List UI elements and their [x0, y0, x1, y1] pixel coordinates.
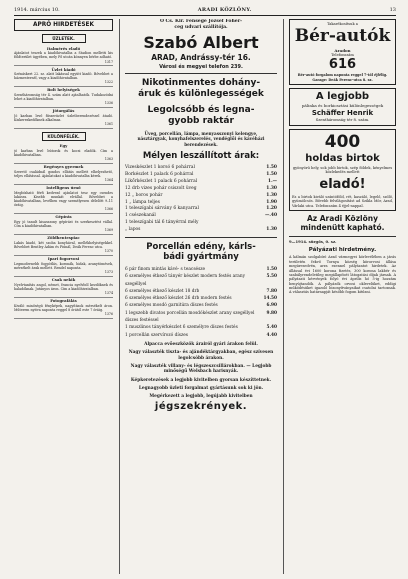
price-item: 1 teleszígabi tál 6 tányérral mély [125, 220, 199, 226]
divider [289, 236, 396, 237]
note-icebox: jégszekrények. [154, 400, 248, 412]
estate-advert [289, 129, 396, 211]
price-item: 6 pár finom mintás kávé- s teacsésze [125, 267, 206, 272]
classifieds-title: APRÓ HIRDETÉSEK [14, 19, 113, 31]
ad-body: Szentháromság tér 4. szám alatt ajánlhatók. Tudakozódni lehet a kiadóhivatalban. [14, 93, 113, 102]
page-header [14, 6, 396, 16]
price-list [125, 165, 277, 233]
price-row [125, 266, 277, 273]
classified-ad [14, 143, 113, 164]
price-row [125, 288, 277, 295]
ad-number: 1366 [104, 207, 113, 212]
price-value: 5.50 [266, 274, 277, 280]
price-item: Vizeskészlet 1 korsó 6 pohárral [125, 165, 195, 171]
ad-body: jó karban levő bútorok és kocsi eladók. Cím a kiadóhivatalban. [14, 148, 113, 158]
price-item: 1 legszebb divatos porcellán mosdókészlet arany szegéllyel díszes festéssel [125, 310, 255, 324]
price-item: 1 muszlinos tányérkészlet 6 személyre díszes festés [125, 325, 238, 331]
ad-title: Italmérés eladó [46, 45, 81, 51]
aradi-kozlony-promo-2: mindenütt kapható. [300, 223, 385, 233]
price-item: 12 „ boros pohár [125, 192, 163, 198]
ads-list-misc [14, 143, 113, 319]
price-row [125, 165, 277, 172]
rental-car-brand: Bér-autók [294, 26, 391, 47]
price-value: 5.40 [266, 325, 277, 331]
note-chandeliers: Nagy választék villany- és légszeszcsillárokban. — Legjobb minőségű Welsbach harisnyák. [130, 364, 272, 375]
classified-ad [14, 108, 113, 129]
price-row [125, 220, 277, 227]
price-row [125, 273, 277, 288]
estate-heading: holdas birtok [305, 153, 380, 165]
ad-body: Egy jó tanult kisasszony gépírást és szerkesztést vállal. Cím a kiadóhivatalban. [14, 220, 113, 229]
price-value: 1.50 [266, 267, 277, 272]
price-row [125, 227, 277, 234]
price-value: 6.90 [266, 303, 277, 309]
ad-title: Regényes gyermek [43, 164, 84, 170]
schaffer-name: Schäffer Henrik [311, 109, 374, 118]
price-row [125, 193, 277, 200]
price-row [125, 302, 277, 309]
porcelain-price-list [125, 266, 277, 339]
classified-ad [14, 66, 113, 87]
classified-ad [14, 298, 113, 319]
aradi-kozlony-promo-1: Az Aradi Közlöny [306, 214, 379, 224]
schaffer-advert [289, 88, 396, 126]
notice-reference: 9—1914. sürgős, 0. sz. [289, 238, 337, 244]
ad-title: Ipari fogorvosi [47, 256, 80, 262]
ad-body: Lakás kiadó, két szoba konyhával, mellékhelyiségekkel. Bővebbet Bentley Ádám és Fiúnál, Deák Ferenc utca. [14, 241, 113, 250]
price-item: 1 csészekanál [125, 213, 156, 219]
price-item: „ lapos [125, 226, 141, 232]
price-value: 7.80 [266, 288, 277, 294]
ad-body: Nyelvtanítás angol, német, francia nyelvből kezdőknek és haladóknak. Jutányos áron. Cím a kiadóhivatalban. [14, 282, 113, 292]
note-gifts: Nagy választék tiszta- és ajándéktárgyakban, egész szívesen legolcsóbb árakon. [128, 350, 274, 361]
ad-title: Zöldhentespiac [47, 235, 80, 241]
newspaper-page [14, 6, 396, 574]
headline-nicotine-2: áruk és különlegességek [138, 89, 264, 100]
notice-heading: Pályázati hirdetmény. [308, 246, 377, 253]
ad-title: Gépírás [55, 214, 72, 220]
price-value: 1.30 [266, 226, 277, 232]
price-item: 12 drb vizes pohár csiszolt üveg [125, 185, 197, 191]
best-heading: A legjobb [315, 90, 370, 102]
price-value: 4.40 [266, 332, 277, 338]
classified-ad [14, 235, 113, 256]
rental-car-hours: Bér-autó forgalom naponta reggel 7-től éjfélig. [297, 73, 388, 78]
price-value: 1.20 [266, 206, 277, 212]
price-value: 1.90 [266, 199, 277, 205]
supplier-line-1: Ó Cs. Kir. Fensége József Főher- [159, 19, 243, 24]
prices-title: Mélyen leszállított árak: [142, 150, 260, 161]
price-row [125, 332, 277, 339]
price-item: 1 teleszígabi sárvány 6 kanyarral [125, 206, 199, 212]
ad-number: 1376 [104, 312, 113, 317]
headline-cheapest-2: gyobb raktár [168, 115, 234, 126]
header-date: 1914. március 10. [14, 7, 60, 14]
ad-title: Csak nekik [51, 277, 76, 283]
ad-number: 1336 [104, 101, 113, 106]
note-arrived: Megérkezett a legjobb, legújabb kivitelben [149, 394, 253, 400]
price-value: 1.50 [266, 172, 277, 178]
classifieds-column [14, 19, 113, 574]
price-row [125, 295, 277, 302]
estate-for-sale: eladó! [319, 176, 366, 192]
ad-body: Legmodernebb fogpótlás, koronák, hidak, aranytömések, mérsékelt árak mellett. Rendel naponta. [14, 261, 113, 271]
ad-body: Jó karban levő fűszerüzlet üzletberendezéssel átadó. Kiskereskedőknek alkalmas. [14, 114, 113, 123]
product-description: Üveg, porcellán, lámpa, menyasszonyi kelengye, násztárgyak, konyhafelszerelés, vendéglői és kávéházi berendezések. [137, 131, 265, 147]
price-row [125, 179, 277, 186]
ad-body: Megbízható férfi kedvező ajánlatot tesz egy csendes lakásra. Kisebb munkát elvállal. Bővebbet a kiadóhivatalban, levélben vagy személyesen délelőtt 9–11 óráig. [14, 190, 113, 208]
price-value: 1.50 [266, 165, 277, 171]
price-item: 6 személyes étkező tányér készlet modern festés arany szegéllyel [125, 274, 246, 287]
price-item: Likőrkészlet 1 palack 6 pohárral [125, 179, 198, 185]
classified-ad [14, 277, 113, 298]
ad-body: Szerető családnál gondos ellátás mellett elhelyezhető, teljes ellátással. Ajánlatokat a kiadóhivatalba kérek. [14, 169, 113, 179]
ad-number: 1322 [104, 80, 113, 85]
ad-number: 1374 [104, 291, 113, 296]
classified-ad [14, 185, 113, 214]
porcelain-heading-2: bádi gyártmány [163, 252, 239, 263]
ad-number: 1361 [104, 122, 113, 127]
price-item: Borkészlet 1 palack 6 pohárral [125, 172, 194, 178]
header-page-number: 13 [389, 7, 396, 14]
classified-ad [14, 256, 113, 277]
estate-description: gyönyörű hely, sok jobb birtok, szép földek, kényelmes közlekedés mellett [292, 165, 393, 175]
headline-cheapest-1: Legolcsóbb és legna- [147, 104, 255, 115]
price-row [125, 200, 277, 207]
ad-body: Szénáskert 22. sz. alatt lakással együtt kiadó. Bővebbet a házmesternél, vagy a kiadóhivatalban. [14, 72, 113, 81]
note-traffic: Legnagyobb üzleti forgalmat gyártásunk sok ki jön. [138, 386, 264, 392]
note-alpacca: Alpacca evőeszközök árairól gyári árakon felül. [144, 341, 258, 347]
ads-list-shops [14, 45, 113, 129]
price-value: 1.30 [266, 192, 277, 198]
szabo-albert-advert [119, 19, 277, 574]
ad-title: Jótargálás [52, 108, 75, 114]
ad-body: Ajánlatot teszek a kiadóhivatalba a Stadion melletti kis földterület ügyében, mely Fő utcán könnyen bérbe adható. [14, 51, 113, 60]
price-item: 6 személyes étkező készlet 18 drb [125, 288, 200, 294]
rental-car-garage: Garage: Deák Ferenc-utca 8. sz. [312, 77, 373, 82]
supplier-line-2: ceg udvari szállítója. [174, 24, 228, 30]
rental-car-advert [289, 19, 396, 85]
price-row [125, 310, 277, 325]
estate-size: 400 [324, 131, 361, 152]
price-row [125, 172, 277, 179]
telephone-label: Telefonszám [331, 52, 354, 57]
price-value: 1.— [268, 179, 277, 185]
classified-ad [14, 214, 113, 235]
classified-ad [14, 164, 113, 185]
ad-number: 1373 [104, 270, 113, 275]
price-item: 1 „ lámpa teljes [125, 199, 160, 205]
price-item: 6 személyes mosdó garnitúra díszes festés [125, 303, 218, 309]
rental-car-city: Aradon [334, 47, 351, 53]
ad-number: 1370 [104, 249, 113, 254]
header-title: ARADI KÖZLÖNY. [197, 7, 252, 14]
telephone-number: 616 [328, 57, 357, 73]
ad-number: 1317 [104, 59, 113, 64]
ad-title: Fotografálás [50, 298, 77, 304]
classified-ad [14, 45, 113, 66]
section-heading-shops: ÜZLETEK. [42, 34, 86, 43]
classified-ad [14, 87, 113, 108]
divider [125, 73, 277, 74]
price-row [125, 324, 277, 331]
ad-number: 1363 [104, 157, 113, 162]
price-value: 1.30 [266, 185, 277, 191]
price-row [125, 186, 277, 193]
price-value: 9.80 [266, 310, 277, 316]
notice-body: A kálmán szolgabíró Arad vármegyei körlevélében a járás területén fekvő Tornya község körorvosi állása megüresedvén, arra ezennel pályázatot hirdetek. Az állással évi 1600 korona fizetés, 300 korona lakbér és szabályrendeletileg megállapított látogatási díjak járnak. A pályázati kérvények folyó évi április hó 5-ig hozzám benyújtandók. A pályázók orvosi oklevelüket, eddigi működésüket igazoló bizonyítványaikat csatolni tartoznak. A választás határnapját később fogom kitűzni. [289, 255, 396, 295]
estate-details: Ez a birtok kiváló szántóföld, rét, kaszáló, legelő, szőlő, gyümölcsös. Bővebb felvilágosítást ad Szikla Mór, Arad, Várlaki utca. Telefonszám 4 éjjel-nappal. [292, 194, 393, 208]
company-phone: Városi és megyei telefon 239. [159, 63, 243, 70]
section-heading-misc: KÜLÖNFÉLÉK. [42, 132, 86, 141]
right-column [283, 19, 396, 574]
rental-car-top: Takarékosítsuk a [327, 22, 358, 26]
ad-title: Bolt helyiségek [47, 87, 80, 93]
price-item: 6 személyes étkező készlet 26 drb modern festés [125, 296, 232, 302]
headline-nicotine-1: Nikotinmentes dohány- [141, 78, 261, 89]
company-address: ARAD, Andrássy-tér 16. [151, 53, 251, 63]
best-description: pálinka és borkiosztási különlegességek [301, 103, 384, 109]
price-row [125, 206, 277, 213]
ad-title: Egy [59, 143, 68, 149]
note-frames: Képkeretezések a legjobb kivitelben gyorsan készíttetnek. [130, 377, 272, 383]
ad-title: Üzlet kiadó [51, 66, 76, 72]
divider [125, 237, 277, 238]
price-value: 14.50 [263, 296, 277, 302]
company-name: Szabó Albert [143, 33, 259, 53]
price-row [125, 213, 277, 220]
price-value: —.40 [264, 213, 277, 219]
schaffer-address: Szentháromság tér 8. szám. [315, 117, 370, 123]
ad-number: 1364 [104, 178, 113, 183]
ad-body: Kiváló minőségű fényképek, nagyítások mérsékelt áron. Műterem nyitva naponta reggel 8 órától este 7 óráig. [14, 303, 113, 312]
ad-number: 1369 [104, 228, 113, 233]
price-item: 1 porcellán szervírozó díszes [125, 332, 188, 338]
porcelain-heading-1: Porcellán edény, kárls- [146, 241, 256, 252]
ad-title: Intelligens úrnő [46, 185, 81, 191]
